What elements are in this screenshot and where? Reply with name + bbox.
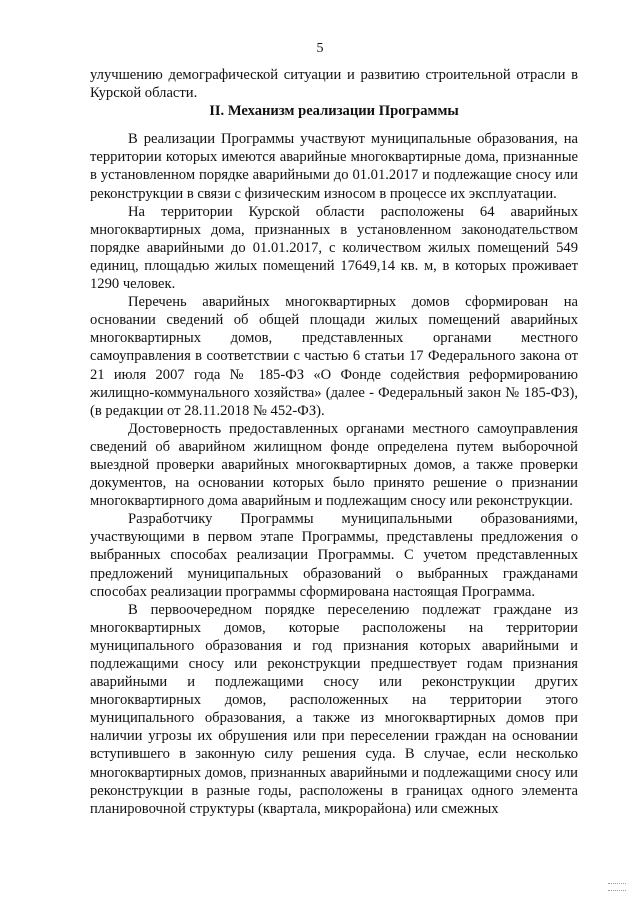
paragraph-verification: Достоверность предоставленных органами местного самоуправления сведений об аварийном жилищном фонде определена путем выборочной выездной проверки аварийных многоквартирных домов, а также проверки документов, на основании которых было принято решение о признании многоквартирного дома аварийным и подлежащим сносу или реконструкции. bbox=[90, 420, 578, 510]
intro-paragraph: улучшению демографической ситуации и развитию строительной отрасли в Курской области. bbox=[90, 67, 578, 102]
document-body bbox=[90, 66, 578, 818]
paragraph-priority: В первоочередном порядке переселению подлежат граждане из многоквартирных домов, которые расположены на территории муниципального образования и год признания которых аварийными и подлежащими сносу или реконструкции предшествует годам признания аварийными и подлежащими сносу или реконструкции других многоквартирных домов, расположенных на территории этого муниципального образования, а также из многоквартирных домов при наличии угрозы их обрушения или при переселении граждан на основании вступившего в законную силу решения суда. В случае, если несколько многоквартирных домов, признанных аварийными и подлежащими сносу или реконструкции в разные годы, расположены в границах одного элемента планировочной структуры (квартала, микрорайона) или смежных bbox=[90, 601, 578, 817]
paragraph-statistics: На территории Курской области расположены 64 аварийных многоквартирных дома, признанных в установленном законодательством порядке аварийными до 01.01.2017, с количеством жилых помещений 549 единиц, площадью жилых помещений 17649,14 кв. м, в которых проживает 1290 человек. bbox=[90, 203, 578, 293]
page-number: 5 bbox=[316, 41, 324, 56]
paragraph-list-basis: Перечень аварийных многоквартирных домов сформирован на основании сведений об общей площади жилых помещений аварийных многоквартирных домов, представленных органами местного самоуправления в соответствии с частью 6 статьи 17 Федерального закона от 21 июля 2007 года № 185-ФЗ «О Фонде содействия реформированию жилищно-коммунального хозяйства» (далее - Федеральный закон № 185-ФЗ), (в редакции от 28.11.2018 № 452-ФЗ). bbox=[90, 294, 578, 419]
paragraph-participants: В реализации Программы участвуют муниципальные образования, на территории которых имеются аварийные многоквартирные дома, признанные в установленном порядке аварийными до 01.01.2017 и подлежащие сносу или реконструкции в связи с физическим износом в процессе их эксплуатации. bbox=[90, 131, 578, 202]
scan-mark bbox=[608, 883, 626, 891]
paragraph-proposals: Разработчику Программы муниципальными образованиями, участвующими в первом этапе Программы, представлены предложения о выбранных способах реализации Программы. С учетом представленных предложений муниципальных образований о выбранных гражданами способах реализации программы сформирована настоящая Программа. bbox=[90, 511, 578, 600]
section-heading: II. Механизм реализации Программы bbox=[209, 103, 459, 120]
